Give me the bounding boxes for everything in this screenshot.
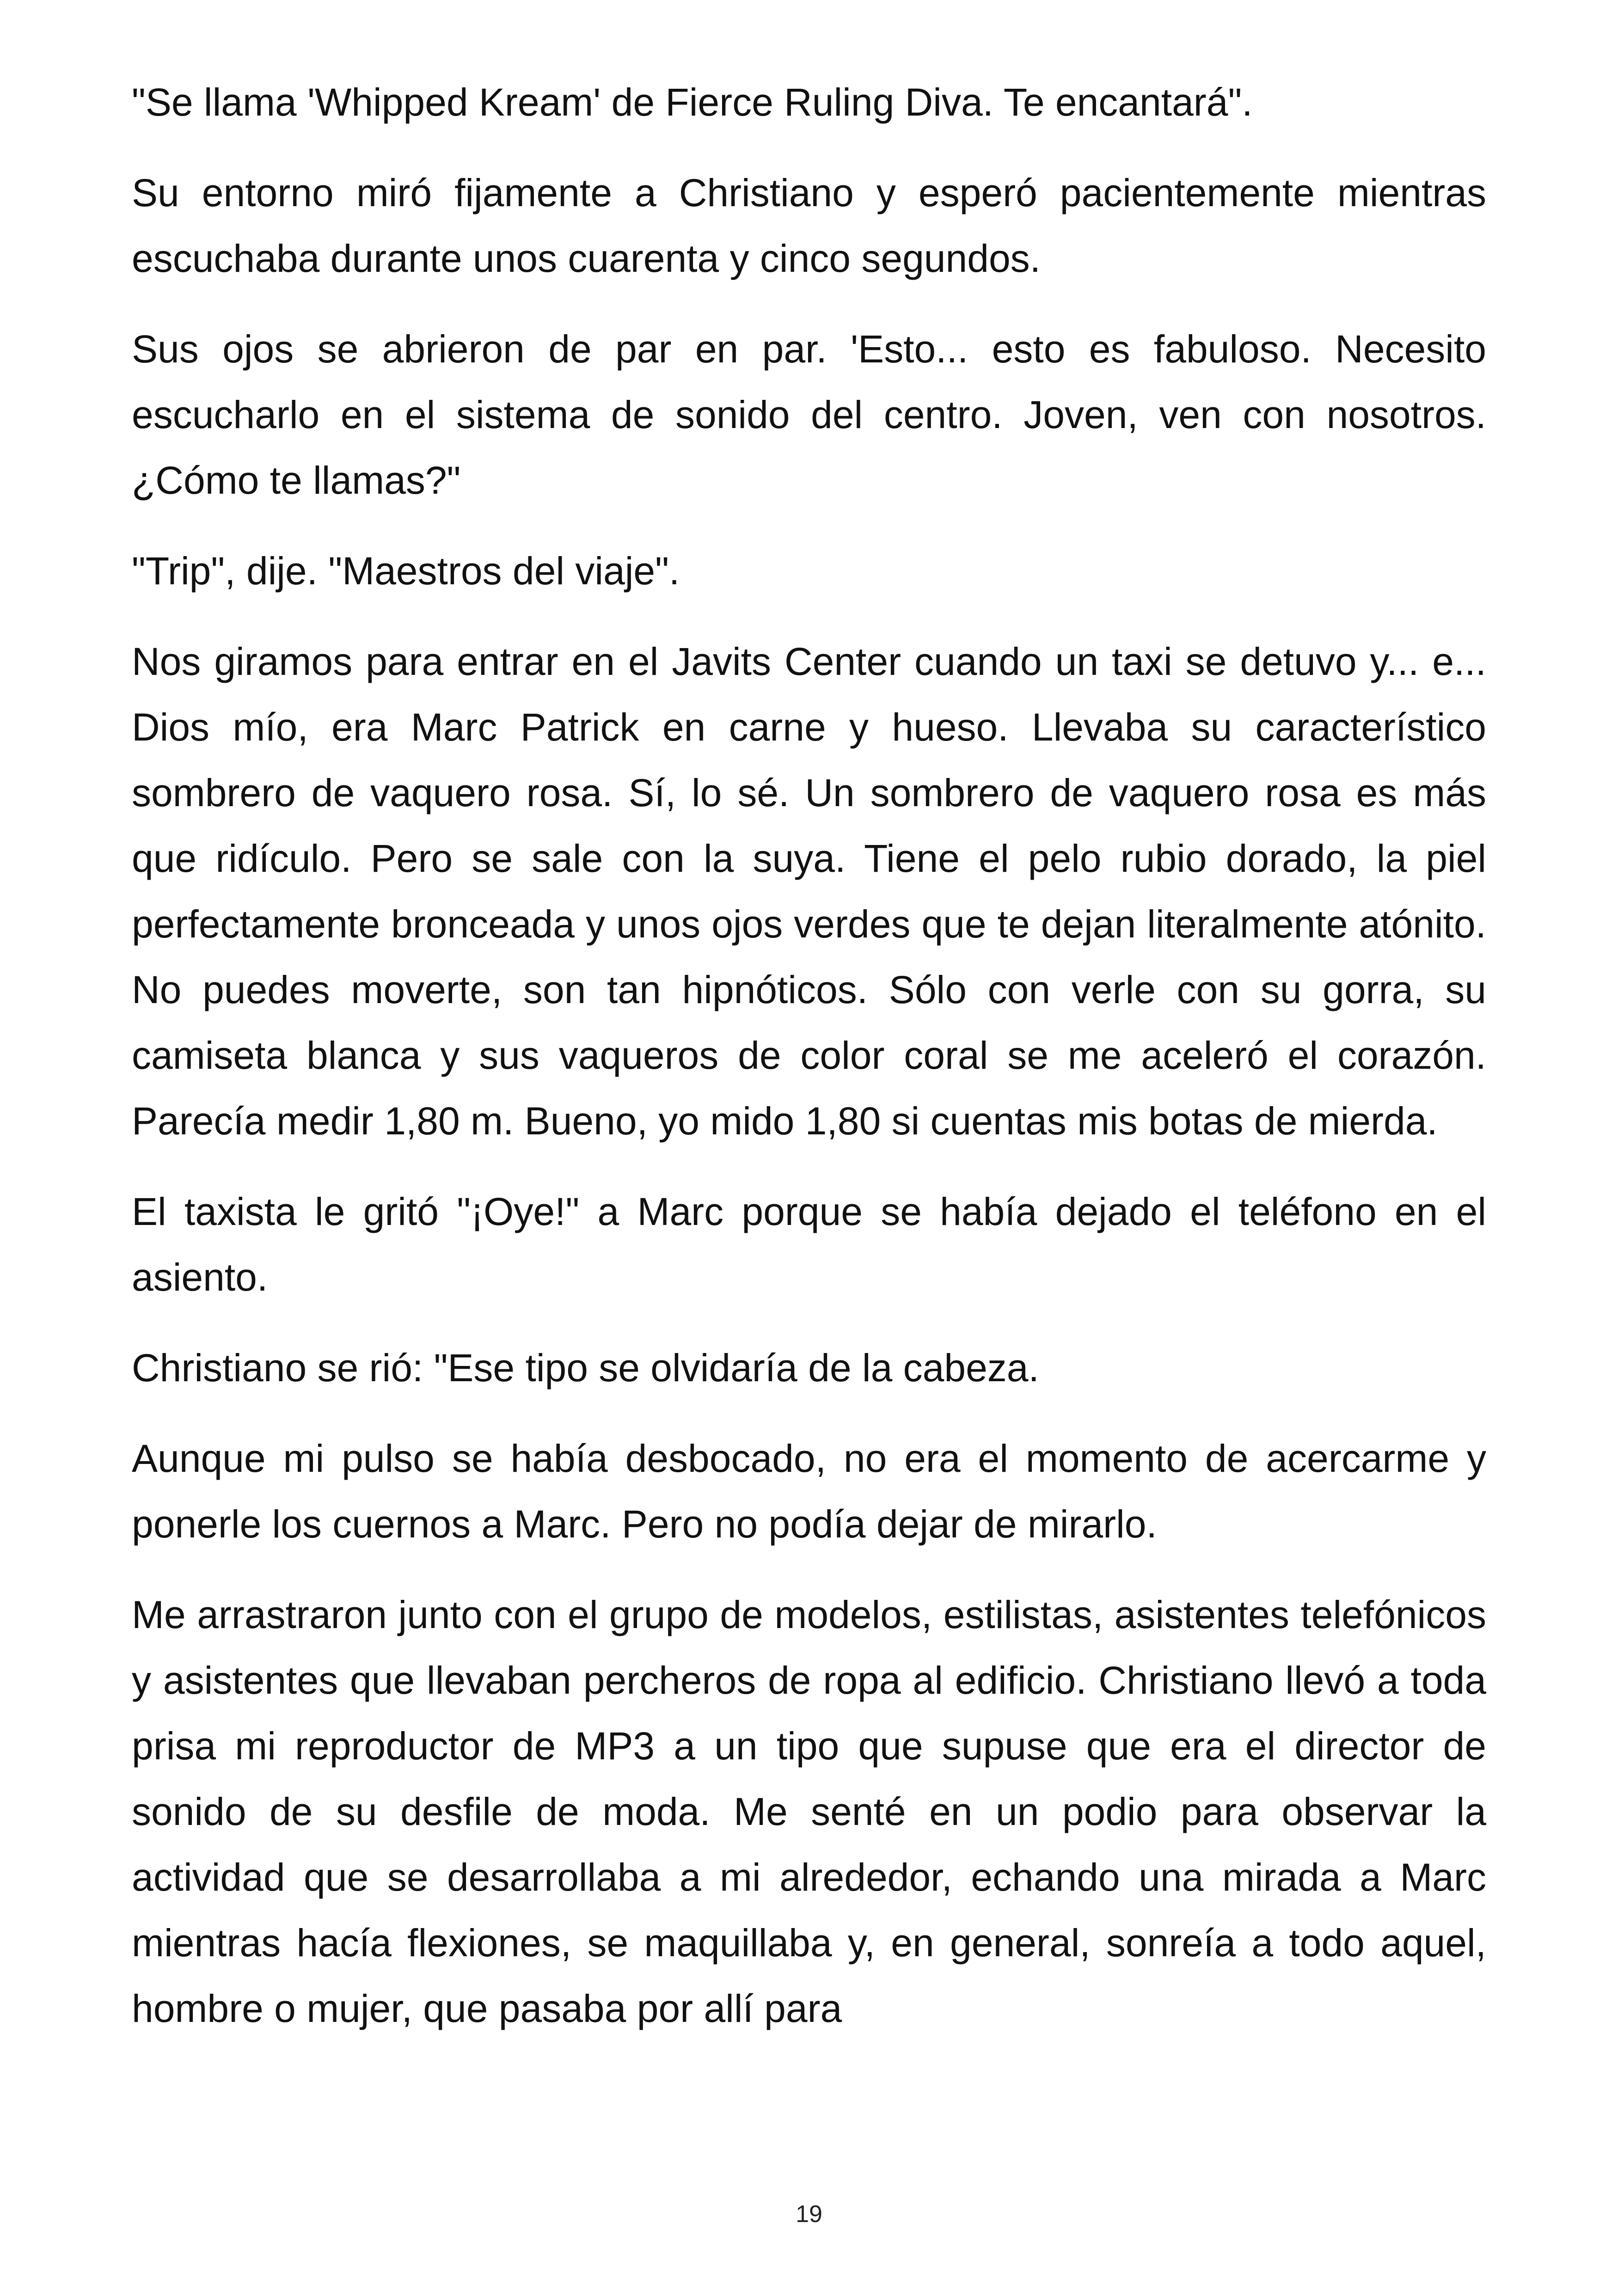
paragraph-8: Aunque mi pulso se había desbocado, no era el momento de acercarme y ponerle los cuernos a Marc. Pero no podía dejar de mirarlo. — [132, 1437, 1486, 1546]
paragraph-9: Me arrastraron junto con el grupo de modelos, estilistas, asistentes telefónicos y asistentes que llevaban percheros de ropa al edificio. Christiano llevó a toda prisa mi reproductor de MP3 a un tipo que supuse que era el director de sonido de su desfile de moda. Me senté en un podio para observar la actividad que se desarrollaba a mi alrededor, echando una mirada a Marc mientras hacía flexiones, se maquillaba y, en general, sonreía a todo aquel, hombre o mujer, que pasaba por allí para — [132, 1593, 1486, 2030]
paragraph-6: El taxista le gritó "¡Oye!" a Marc porque se había dejado el teléfono en el asiento. — [132, 1190, 1486, 1299]
paragraph-7: Christiano se rió: "Ese tipo se olvidaría de la cabeza. — [132, 1346, 1039, 1390]
paragraph-5: Nos giramos para entrar en el Javits Center cuando un taxi se detuvo y... e... Dios mío, era Marc Patrick en carne y hueso. Llevaba su característico sombrero de vaquero rosa. Sí, lo sé. Un sombrero de vaquero rosa es más que ridículo. Pero se sale con la suya. Tiene el pelo rubio dorado, la piel perfectamente bronceada y unos ojos verdes que te dejan literalmente atónito. No puedes moverte, son tan hipnóticos. Sólo con verle con su gorra, su camiseta blanca y sus vaqueros de color coral se me aceleró el corazón. Parecía medir 1,80 m. Bueno, yo mido 1,80 si cuentas mis botas de mierda. — [132, 640, 1486, 1143]
page-number: 19 — [796, 2201, 822, 2228]
paragraph-4: "Trip", dije. "Maestros del viaje". — [132, 549, 680, 593]
paragraph-2: Su entorno miró fijamente a Christiano y esperó pacientemente mientras escuchaba durante unos cuarenta y cinco segundos. — [132, 171, 1486, 280]
paragraph-3: Sus ojos se abrieron de par en par. 'Esto... esto es fabuloso. Necesito escucharlo en el sistema de sonido del centro. Joven, ven con nosotros. ¿Cómo te llamas?" — [132, 327, 1486, 502]
paragraph-1: "Se llama 'Whipped Kream' de Fierce Ruling Diva. Te encantará". — [132, 80, 1253, 124]
body-text — [132, 69, 1486, 2066]
